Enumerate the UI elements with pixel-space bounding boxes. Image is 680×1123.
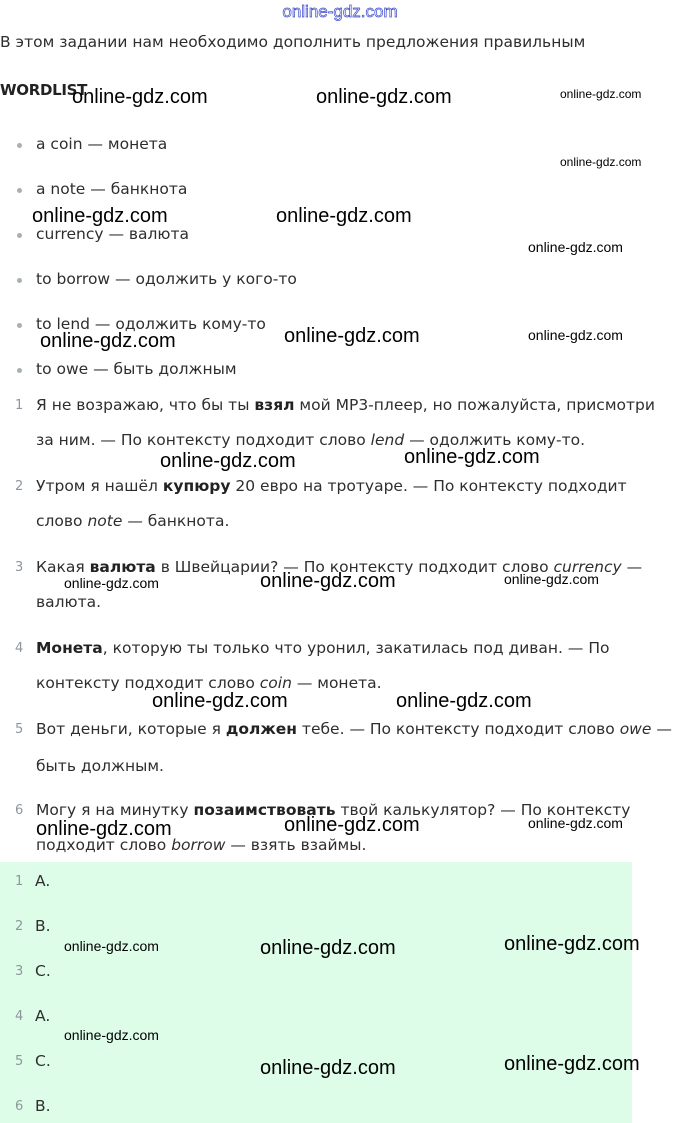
text-span: быть должным. [36,757,164,775]
watermark: online-gdz.com [160,450,296,472]
watermark: online-gdz.com [32,205,168,227]
item-number: 5 [15,722,24,737]
watermark: online-gdz.com [560,155,642,169]
wordlist-item: to borrow — одолжить у кого-то [36,270,297,288]
text-span: — [651,720,672,738]
wordlist-item: a note — банкнота [36,180,188,198]
bullet-icon [17,188,22,193]
bold-word: валюта [89,558,156,576]
bold-word: должен [225,720,297,738]
answer-value: B. [35,917,51,935]
text-span: Утром я нашёл [36,477,163,495]
explanation-line [36,593,101,611]
text-span: контексту подходит слово [36,674,260,692]
watermark: online-gdz.com [504,933,640,955]
item-number: 3 [15,560,24,575]
wordlist-item: currency — валюта [36,225,190,243]
watermark: online-gdz.com [72,86,208,108]
watermark: online-gdz.com [152,690,288,712]
text-span: Вот деньги, которые я [36,720,226,738]
italic-word: currency [553,558,622,576]
italic-word: lend [370,431,405,449]
watermark: online-gdz.com [64,575,159,591]
explanation-line [36,639,609,657]
italic-word: note [87,512,123,530]
site-title: online-gdz.com [282,2,398,21]
italic-word: owe [619,720,652,738]
watermark: online-gdz.com [504,1053,640,1075]
item-number: 1 [15,398,24,413]
watermark: online-gdz.com [36,818,172,840]
answer-value: A. [35,1007,51,1025]
explanation-line [36,512,229,530]
answer-value: B. [35,1097,51,1115]
watermark: online-gdz.com [284,814,420,836]
item-number: 2 [15,479,24,494]
text-span: за ним. — По контексту подходит слово [36,431,371,449]
watermark: online-gdz.com [528,815,623,831]
watermark: online-gdz.com [40,330,176,352]
intro-text: В этом задании нам необходимо дополнить предложения правильным [0,33,586,51]
text-span: , которую ты только что уронил, закатилась под диван. — По [102,639,610,657]
watermark: online-gdz.com [528,239,623,255]
watermark: online-gdz.com [504,571,599,587]
watermark: online-gdz.com [560,87,642,101]
text-span: Какая [36,558,90,576]
bold-word: позаимствовать [193,801,336,819]
wordlist-item: a coin — монета [36,135,168,153]
text-span: Могу я на минутку [36,801,194,819]
answers-panel [0,862,632,1123]
italic-word: coin [259,674,292,692]
wordlist-item: to owe — быть должным [36,360,237,378]
answer-number: 5 [15,1054,24,1069]
answer-value: C. [35,1052,51,1070]
bullet-icon [17,143,22,148]
watermark: online-gdz.com [276,205,412,227]
text-span: 20 евро на тротуаре. — По контексту подходит [230,477,627,495]
bold-word: взял [254,396,295,414]
text-span: валюта. [36,593,102,611]
bullet-icon [17,323,22,328]
answer-value: C. [35,962,51,980]
bold-word: Монета [36,639,103,657]
wordlist-heading: WORDLIST [0,81,88,99]
wordlist-item: to lend — одолжить кому-то [36,315,266,333]
italic-word: borrow [171,836,226,854]
item-number: 6 [15,803,24,818]
text-span: подходит слово [36,836,172,854]
bold-word: купюру [162,477,231,495]
answer-number: 3 [15,964,24,979]
text-span: мой MP3-плеер, но пожалуйста, присмотри [294,396,655,414]
answer-value: A. [35,872,51,890]
text-span: — [621,558,643,576]
text-span: Я не возражаю, что бы ты [36,396,255,414]
answer-number: 6 [15,1099,24,1114]
answer-number: 1 [15,874,24,889]
answer-number: 2 [15,919,24,934]
text-span: — взять взаймы. [225,836,367,854]
watermark: online-gdz.com [316,86,452,108]
text-span: — банкнота. [122,512,230,530]
bullet-icon [17,278,22,283]
watermark: online-gdz.com [260,1057,396,1079]
explanation-line [36,477,627,495]
item-number: 4 [15,641,24,656]
watermark: online-gdz.com [284,325,420,347]
watermark: online-gdz.com [64,938,159,954]
text-span: тебе. — По контексту подходит слово [297,720,620,738]
text-span: твой калькулятор? — По контексту [335,801,631,819]
bullet-icon [17,233,22,238]
text-span: слово [36,512,88,530]
watermark: online-gdz.com [260,937,396,959]
text-span: — одолжить кому-то. [404,431,586,449]
explanation-line [36,396,655,414]
bullet-icon [17,368,22,373]
answer-number: 4 [15,1009,24,1024]
text-span: — монета. [291,674,382,692]
explanation-line [36,757,164,775]
watermark: online-gdz.com [396,690,532,712]
watermark: online-gdz.com [260,570,396,592]
watermark: online-gdz.com [64,1027,159,1043]
text-span: в Швейцарии? — По контексту подходит слово [155,558,554,576]
watermark: online-gdz.com [404,446,540,468]
watermark: online-gdz.com [528,327,623,343]
explanation-line [36,720,672,738]
